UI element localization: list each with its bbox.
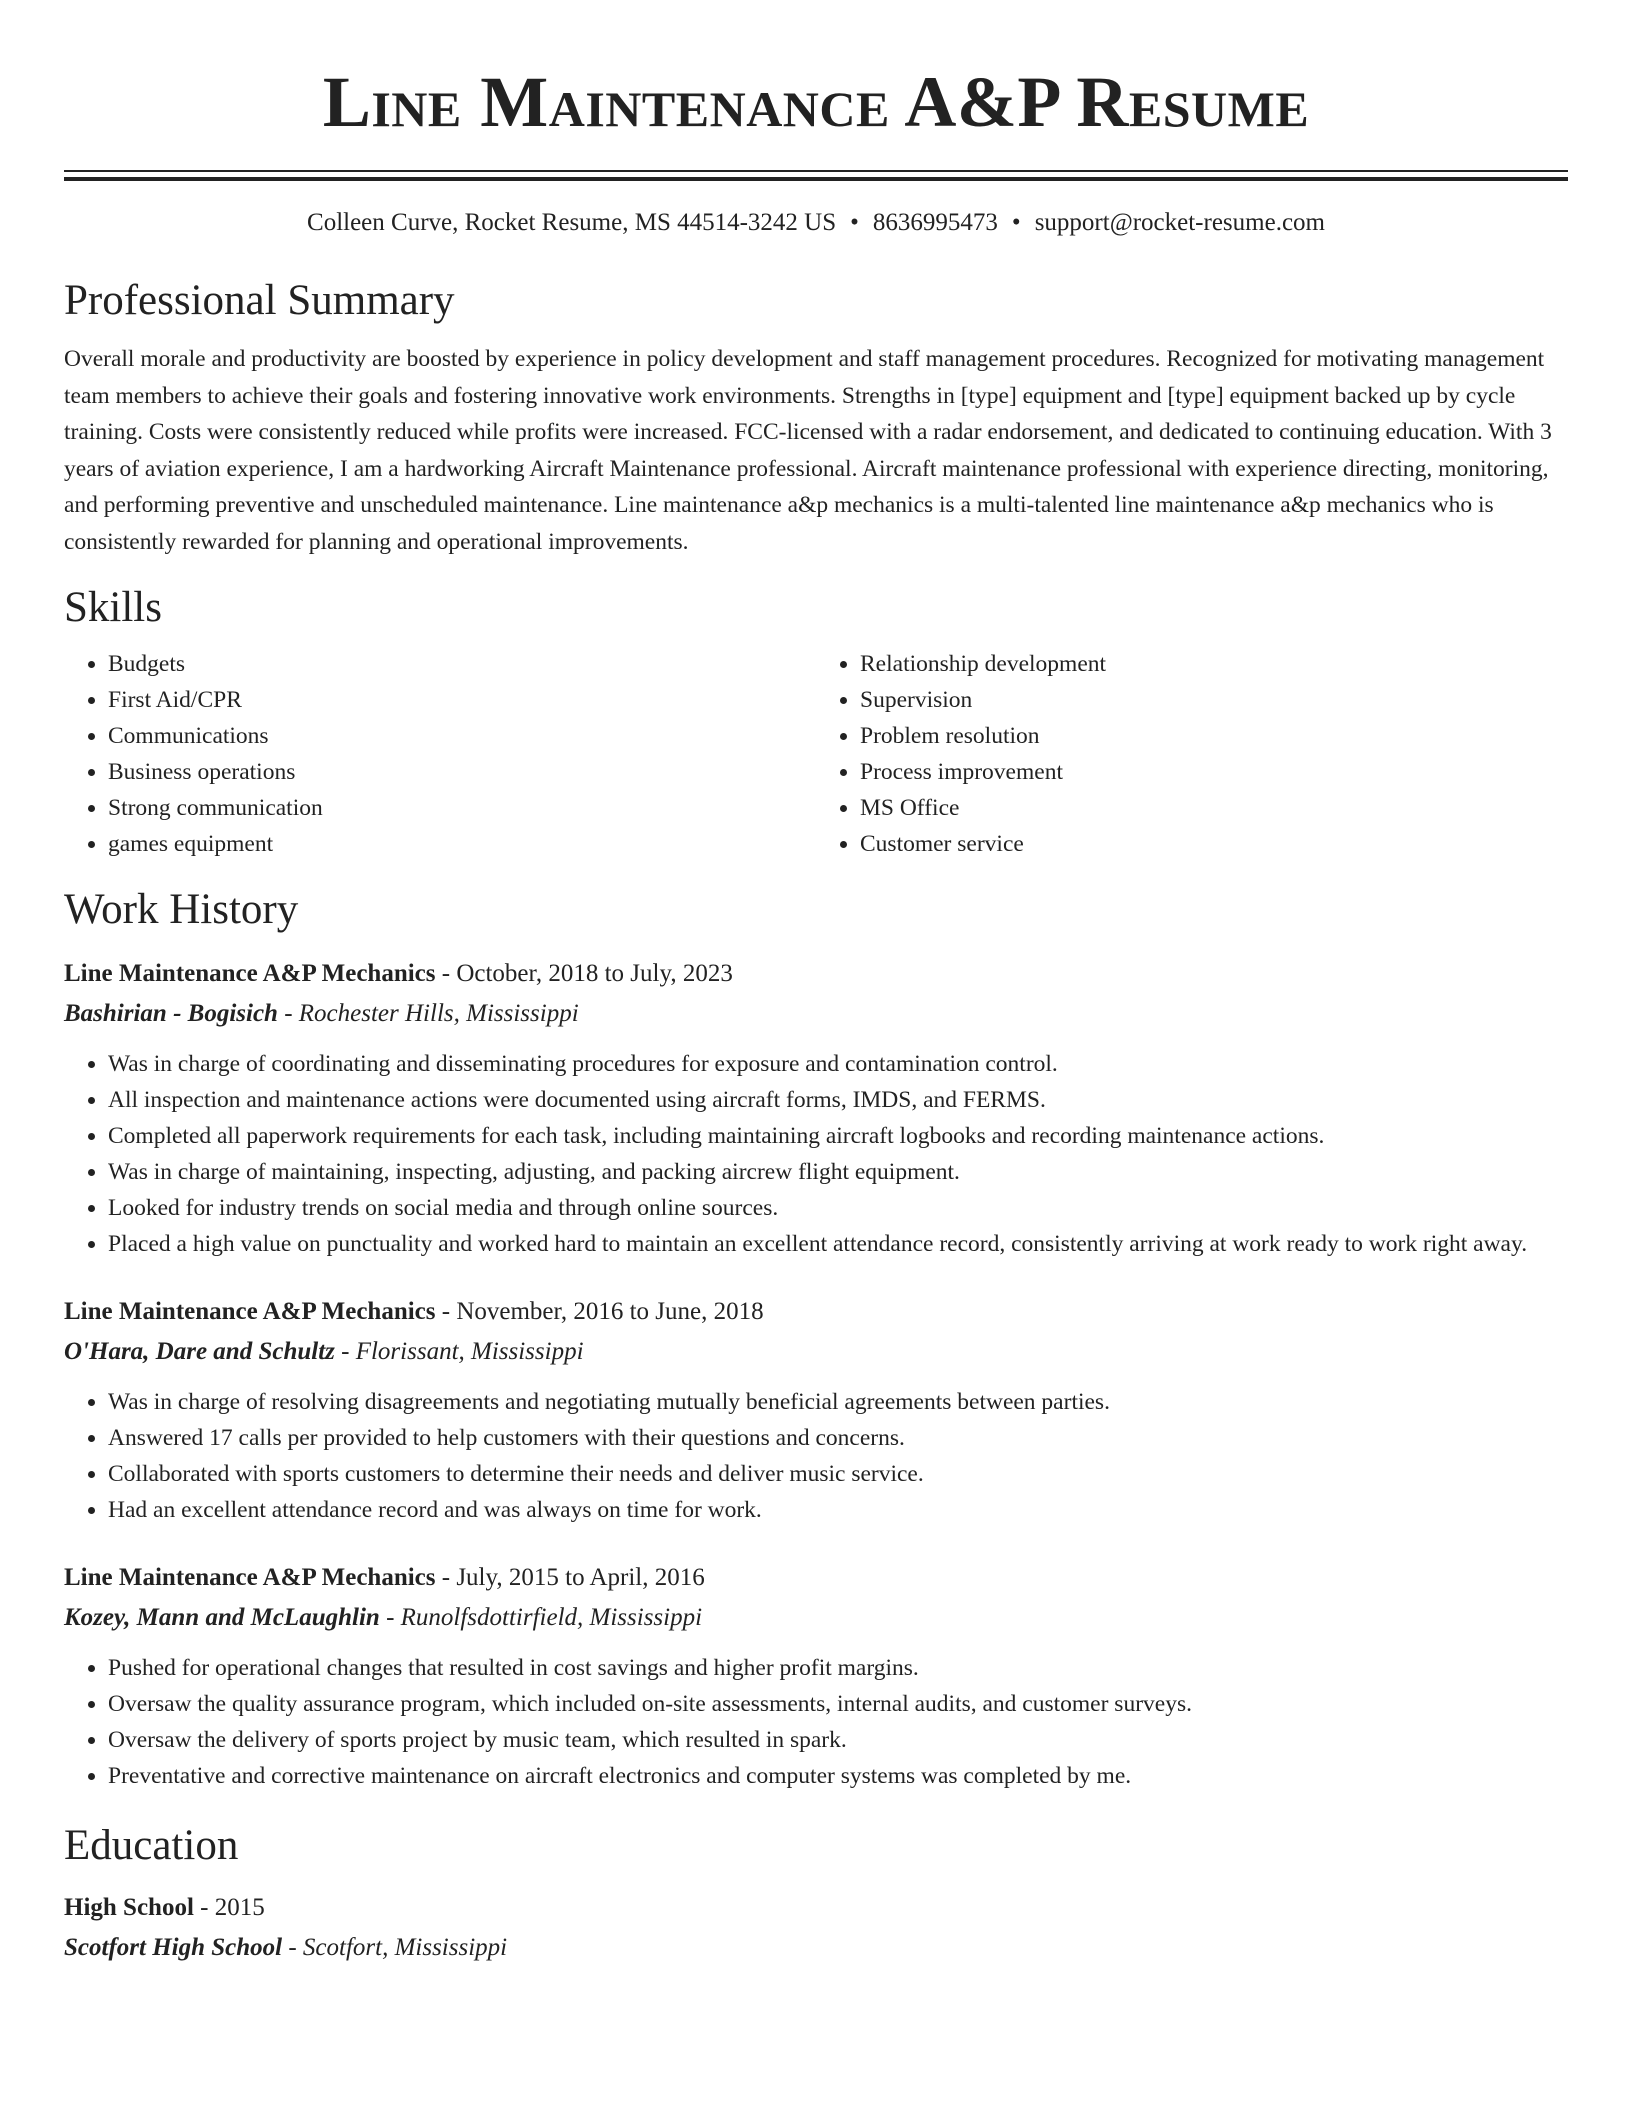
job-location: - Runolfsdottirfield, Mississippi [379,1604,703,1631]
skills-column-left [64,646,816,862]
skill-item: • MS Office [860,790,1568,826]
skill-item: • Customer service [860,826,1568,862]
job-dates: - July, 2015 to April, 2016 [435,1564,705,1591]
job-location: - Florissant, Mississippi [334,1338,584,1365]
education-degree: High School [64,1894,194,1921]
skill-item: • games equipment [108,826,816,862]
job-title-line [64,1558,1568,1598]
job-entry [64,1292,1568,1528]
job-company-line [64,1332,1568,1372]
contact-phone: 8636995473 [872,209,998,236]
job-bullet: • All inspection and maintenance actions were documented using aircraft forms, IMDS, and FERMS. [108,1082,1568,1118]
job-bullet: • Answered 17 calls per provided to help customers with their questions and concerns. [108,1420,1568,1456]
job-bullet: • Completed all paperwork requirements for each task, including maintaining aircraft logbooks and recording maintenance actions. [108,1118,1568,1154]
skill-item: • First Aid/CPR [108,682,816,718]
job-bullet: • Oversaw the delivery of sports project by music team, which resulted in spark. [108,1722,1568,1758]
education-entry [64,1888,1568,1968]
contact-email: support@rocket-resume.com [1034,209,1325,236]
job-entry [64,954,1568,1262]
skill-item: • Strong communication [108,790,816,826]
job-bullets [64,1046,1568,1262]
summary-text: Overall morale and productivity are boosted by experience in policy development and staff management procedures. Recognized for motivating management team members to achieve their goals and fostering innovative work environments. Strengths in [type] equipment and [type] equipment backed up by cycle training. Costs were consistently reduced while profits were increased. FCC-licensed with a radar endorsement, and dedicated to continuing education. With 3 years of aviation experience, I am a hardworking Aircraft Maintenance professional. Aircraft maintenance professional with experience directing, monitoring, and performing preventive and unscheduled maintenance. Line maintenance a&p mechanics is a multi-talented line maintenance a&p mechanics who is consistently rewarded for planning and operational improvements. [64,346,1552,555]
job-dates: - November, 2016 to June, 2018 [435,1298,764,1325]
contact-address: Colleen Curve, Rocket Resume, MS 44514-3242 US [307,209,837,236]
education-location: - Scotfort, Mississippi [282,1934,508,1961]
job-bullet: • Pushed for operational changes that resulted in cost savings and higher profit margins. [108,1650,1568,1686]
summary-heading: Professional Summary [64,277,455,324]
skill-item: • Budgets [108,646,816,682]
skill-item: • Problem resolution [860,718,1568,754]
education-degree-line [64,1888,1568,1928]
skill-item: • Business operations [108,754,816,790]
contact-separator: • [850,209,859,236]
job-bullet: • Looked for industry trends on social media and through online sources. [108,1190,1568,1226]
skills-column-right [816,646,1568,862]
job-company: O'Hara, Dare and Schultz [64,1338,335,1365]
job-entry [64,1558,1568,1794]
skill-item: • Communications [108,718,816,754]
education-school: Scotfort High School [64,1934,283,1961]
job-location: - Rochester Hills, Mississippi [277,1000,579,1027]
job-bullet: • Preventative and corrective maintenance on aircraft electronics and computer systems was completed by me. [108,1758,1568,1794]
education-school-line [64,1928,1568,1968]
job-bullet: • Was in charge of maintaining, inspecting, adjusting, and packing aircrew flight equipment. [108,1154,1568,1190]
education-year: - 2015 [193,1894,265,1921]
resume-title: Line Maintenance A&P Resume [322,62,1310,142]
job-title: Line Maintenance A&P Mechanics [64,1564,436,1591]
job-bullets [64,1384,1568,1528]
job-bullet: • Was in charge of resolving disagreements and negotiating mutually beneficial agreements between parties. [108,1384,1568,1420]
job-company: Bashirian - Bogisich [64,1000,278,1027]
skill-item: • Process improvement [860,754,1568,790]
skills-heading: Skills [64,584,162,631]
job-title: Line Maintenance A&P Mechanics [64,960,436,987]
job-bullet: • Collaborated with sports customers to determine their needs and deliver music service. [108,1456,1568,1492]
job-title: Line Maintenance A&P Mechanics [64,1298,436,1325]
job-title-line [64,954,1568,994]
job-bullet: • Was in charge of coordinating and disseminating procedures for exposure and contamination control. [108,1046,1568,1082]
education-heading: Education [64,1822,239,1869]
job-bullet: • Placed a high value on punctuality and worked hard to maintain an excellent attendance record, consistently arriving at work ready to work right away. [108,1226,1568,1262]
contact-line [64,207,1568,239]
skill-item: • Supervision [860,682,1568,718]
job-bullet: • Oversaw the quality assurance program, which included on-site assessments, internal audits, and customer surveys. [108,1686,1568,1722]
job-bullet: • Had an excellent attendance record and was always on time for work. [108,1492,1568,1528]
skills-list [64,646,1568,862]
title-divider [64,170,1568,181]
job-company-line [64,1598,1568,1638]
contact-separator: • [1011,209,1021,236]
work-history-heading: Work History [64,886,299,933]
skill-item: • Relationship development [860,646,1568,682]
job-title-line [64,1292,1568,1332]
job-company-line [64,994,1568,1034]
job-dates: - October, 2018 to July, 2023 [435,960,733,987]
job-bullets [64,1650,1568,1794]
job-company: Kozey, Mann and McLaughlin [64,1604,380,1631]
